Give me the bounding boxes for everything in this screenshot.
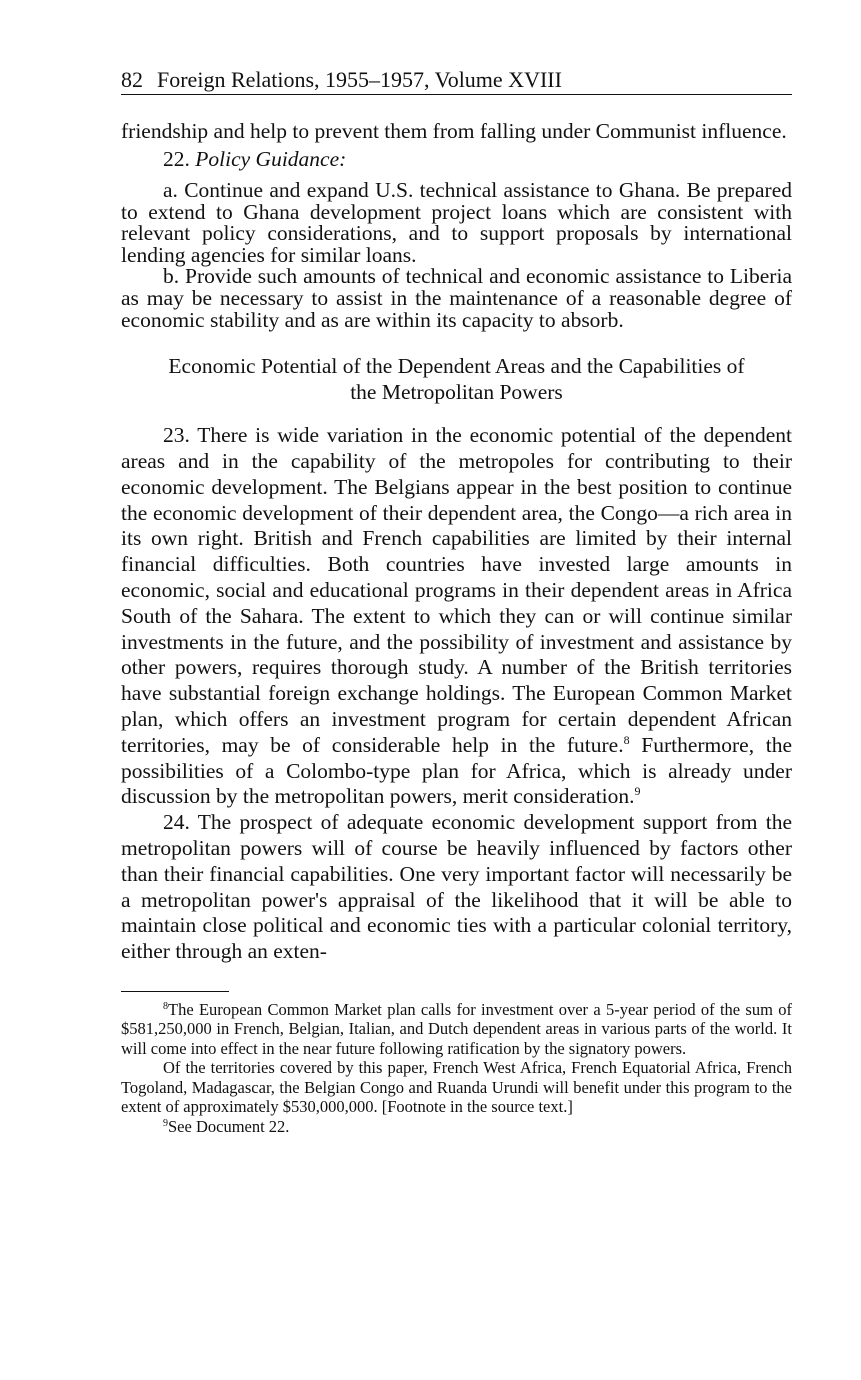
footnote-9 xyxy=(121,1117,792,1137)
continuation-paragraph: friendship and help to prevent them from falling under Communist influence. xyxy=(121,119,787,143)
footnotes xyxy=(121,1000,792,1137)
policy-heading xyxy=(121,147,792,173)
paragraph-23-text-1: 23. There is wide variation in the economic potential of the dependent areas and in the capability of the metropoles for contributing to their economic development. The Belgians appear in the best position to continue the economic development of their dependent area, the Congo—a rich area in its own right. British and French capabilities are limited by their internal financial difficulties. Both countries have invested large amounts in economic, social and educational programs in their dependent areas in Africa South of the Sahara. The extent to which they can or will continue similar investments in the future, and the possibility of investment and assistance by other powers, requires thorough study. A number of the British territories have substantial foreign exchange holdings. The European Common Market plan, which offers an investment program for certain dependent African territories, may be of considerable help in the future. xyxy=(121,423,792,757)
footnote-ref-8[interactable]: 8 xyxy=(623,732,630,747)
footnote-8-continuation: Of the territories covered by this paper, French West Africa, French Equatorial Africa, French Togoland, Madagascar, the Belgian Congo and Ruanda Urundi will benefit under this program to the extent of approximately $530,000,000. [Footnote in the source text.] xyxy=(121,1058,792,1117)
document-page xyxy=(121,66,792,1136)
policy-number: 22. xyxy=(163,146,190,171)
section-heading-line-1: Economic Potential of the Dependent Areas and the Capabilities of xyxy=(168,354,745,379)
section-heading-line-2: the Metropolitan Powers xyxy=(350,380,563,405)
paragraph-24: 24. The prospect of adequate economic development support from the metropolitan powers will of course be heavily influenced by factors other than their financial capabilities. One very important factor will necessarily be a metropolitan power's appraisal of the likelihood that it will be able to maintain close political and economic ties with a particular colonial territory, either through an exten- xyxy=(121,810,792,964)
footnote-ref-9[interactable]: 9 xyxy=(634,784,641,799)
footnote-8 xyxy=(121,1000,792,1059)
footnote-8-text: The European Common Market plan calls for investment over a 5-year period of the sum of $581,250,000 in French, Belgian, Italian, and Dutch dependent areas in various parts of the world. It will come into effect in the near future following ratification by the signatory powers. xyxy=(121,999,792,1058)
running-title: Foreign Relations, 1955–1957, Volume XVIII xyxy=(157,67,562,92)
running-header xyxy=(121,66,792,95)
footnote-8-marker: 8 xyxy=(163,1000,168,1012)
policy-item-a: a. Continue and expand U.S. technical assistance to Ghana. Be prepared to extend to Ghana development project loans which are consistent with relevant policy considerations, and to support proposals by international lending agencies for similar loans. xyxy=(121,178,792,267)
policy-label: Policy Guidance: xyxy=(195,146,347,171)
policy-item-b: b. Provide such amounts of technical and economic assistance to Liberia as may be necessary to assist in the maintenance of a reasonable degree of economic stability and as are within its capacity to absorb. xyxy=(121,264,792,332)
section-heading xyxy=(121,353,792,405)
paragraph-23 xyxy=(121,423,792,810)
body-text xyxy=(121,119,792,965)
footnote-9-text: See Document 22. xyxy=(168,1116,290,1136)
footnote-9-marker: 9 xyxy=(163,1117,168,1129)
footnote-divider xyxy=(121,991,229,992)
page-number: 82 xyxy=(121,67,143,92)
paragraph-23-text-2: Furthermore, the possibilities of a Colombo-type plan for Africa, which is already under discussion by the metropolitan powers, merit consideration. xyxy=(121,732,792,809)
